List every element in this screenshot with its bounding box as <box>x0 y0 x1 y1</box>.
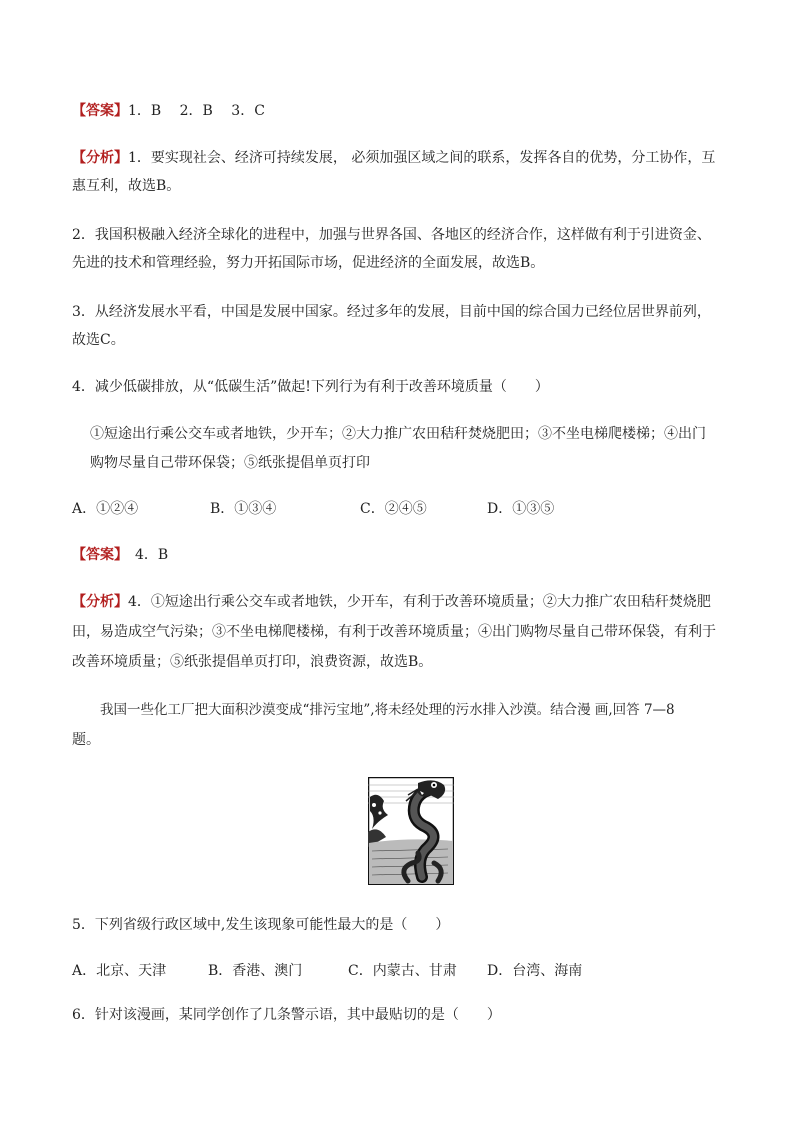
question-5-stem: 5．下列省级行政区域中,发生该现象可能性最大的是（ ） <box>72 917 450 933</box>
answer-tag: 【答案】 <box>72 103 128 119</box>
question-4-stem: 4．减少低碳排放，从“低碳生活”做起!下列行为有利于改善环境质量（ ） <box>72 379 549 395</box>
question-4-items: ①短途出行乘公交车或者地铁，少开车；②大力推广农田秸秆焚烧肥田；③不坐电梯爬楼梯；④出门 <box>90 426 706 442</box>
question-6-stem: 6．针对该漫画，某同学创作了几条警示语，其中最贴切的是（ ） <box>72 1007 501 1023</box>
analysis-tag: 【分析】 <box>72 594 128 610</box>
analysis-text: 4．①短途出行乘公交车或者地铁，少开车，有利于改善环境质量；②大力推广农田秸秆焚烧肥 <box>128 594 711 610</box>
analysis-line: 改善环境质量；⑤纸张提倡单页打印，浪费资源，故选B。 <box>72 654 433 670</box>
answer-text: 4．B <box>121 547 169 563</box>
analysis-line: 3．从经济发展水平看，中国是发展中国家。经过多年的发展，目前中国的综合国力已经位居世界前列， <box>72 304 711 320</box>
analysis-line: 田，易造成空气污染；③不坐电梯爬楼梯，有利于改善环境质量；④出门购物尽量自己带环保袋，有利于 <box>72 624 716 640</box>
passage-text: 我国一些化工厂把大面积沙漠变成“排污宝地”,将未经处理的污水排入沙漠。结合漫 画,回答 7—8 <box>100 702 675 718</box>
answer-line-2 <box>72 545 168 565</box>
analysis-line <box>72 148 715 168</box>
cartoon-image <box>368 777 454 885</box>
analysis-text: 1．要实现社会、经济可持续发展， 必须加强区域之间的联系，发挥各自的优势，分工协作，互 <box>128 150 716 166</box>
passage-text: 题。 <box>72 732 100 748</box>
option-a: A．北京、天津 <box>72 963 167 979</box>
option-d: D．台湾、海南 <box>487 963 583 979</box>
analysis-line: 惠互利，故选B。 <box>72 178 181 194</box>
analysis-tag: 【分析】 <box>72 150 128 166</box>
option-b: B．①③④ <box>210 501 277 517</box>
analysis-line: 2．我国积极融入经济全球化的进程中，加强与世界各国、各地区的经济合作，这样做有利于引进资金、 <box>72 227 711 243</box>
answer-tag: 【答案】 <box>72 547 121 563</box>
answer-line-1 <box>72 101 265 121</box>
option-c: C．②④⑤ <box>360 501 427 517</box>
option-c: C．内蒙古、甘肃 <box>348 963 457 979</box>
answer-text: 1．B 2．B 3．C <box>128 103 265 119</box>
option-a: A．①②④ <box>72 501 139 517</box>
analysis-line <box>72 592 711 612</box>
analysis-line: 故选C。 <box>72 332 125 348</box>
option-d: D．①③⑤ <box>487 501 555 517</box>
option-b: B．香港、澳门 <box>208 963 303 979</box>
question-4-items: 购物尽量自己带环保袋；⑤纸张提倡单页打印 <box>90 455 370 471</box>
analysis-line: 先进的技术和管理经验，努力开拓国际市场，促进经济的全面发展，故选B。 <box>72 255 545 271</box>
